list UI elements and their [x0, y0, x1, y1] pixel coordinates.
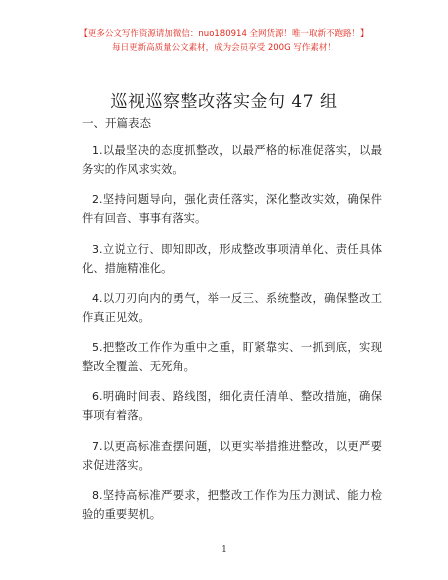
- item-text: 坚持高标准严要求，把整改工作作为压力测试、能力检验的重要契机。: [82, 489, 382, 522]
- list-item: [82, 437, 382, 475]
- item-number: 2.: [92, 193, 103, 207]
- item-number: 5.: [92, 341, 103, 355]
- item-text: 以更高标准查摆问题，以更实举措推进整改，以更严要求促进落实。: [82, 439, 382, 472]
- list-item: [82, 486, 382, 524]
- item-number: 8.: [92, 489, 103, 503]
- promo-banner: [0, 28, 448, 54]
- list-item: [82, 338, 382, 376]
- list-item: [82, 190, 382, 228]
- promo-banner-line-2: 每日更新高质量公文素材，成为会员享受 200G 写作素材！: [112, 43, 336, 53]
- item-list: [82, 141, 382, 532]
- list-item: [82, 289, 382, 327]
- list-item: [82, 240, 382, 278]
- item-number: 3.: [92, 242, 103, 256]
- item-number: 7.: [92, 439, 103, 453]
- section-heading: 一、开篇表态: [82, 116, 151, 130]
- item-text: 以最坚决的态度抓整改，以最严格的标准促落实，以最务实的作风求实效。: [82, 144, 382, 176]
- page-number: 1: [221, 545, 227, 555]
- item-text: 立说立行、即知即改，形成整改事项清单化、责任具体化、措施精准化。: [82, 242, 382, 275]
- list-item: [82, 387, 382, 425]
- item-number: 4.: [92, 291, 103, 305]
- item-number: 1.: [92, 144, 103, 157]
- promo-banner-line-1: 【更多公文写作资源请加微信：nuo180914 全网货源！唯一取新不跑路！】: [79, 29, 369, 39]
- item-text: 把整改工作作为重中之重，盯紧靠实、一抓到底，实现整改全覆盖、无死角。: [82, 341, 382, 374]
- list-item: [82, 141, 382, 179]
- item-text: 以刀刃向内的勇气，举一反三、系统整改，确保整改工作真正见效。: [82, 291, 382, 324]
- item-number: 6.: [92, 390, 103, 404]
- document-title: 巡视巡察整改落实金句 47 组: [110, 92, 338, 112]
- item-text: 明确时间表、路线图，细化责任清单、整改措施，确保事项有着落。: [82, 390, 382, 423]
- item-text: 坚持问题导向，强化责任落实，深化整改实效，确保件件有回音、事事有落实。: [82, 193, 382, 226]
